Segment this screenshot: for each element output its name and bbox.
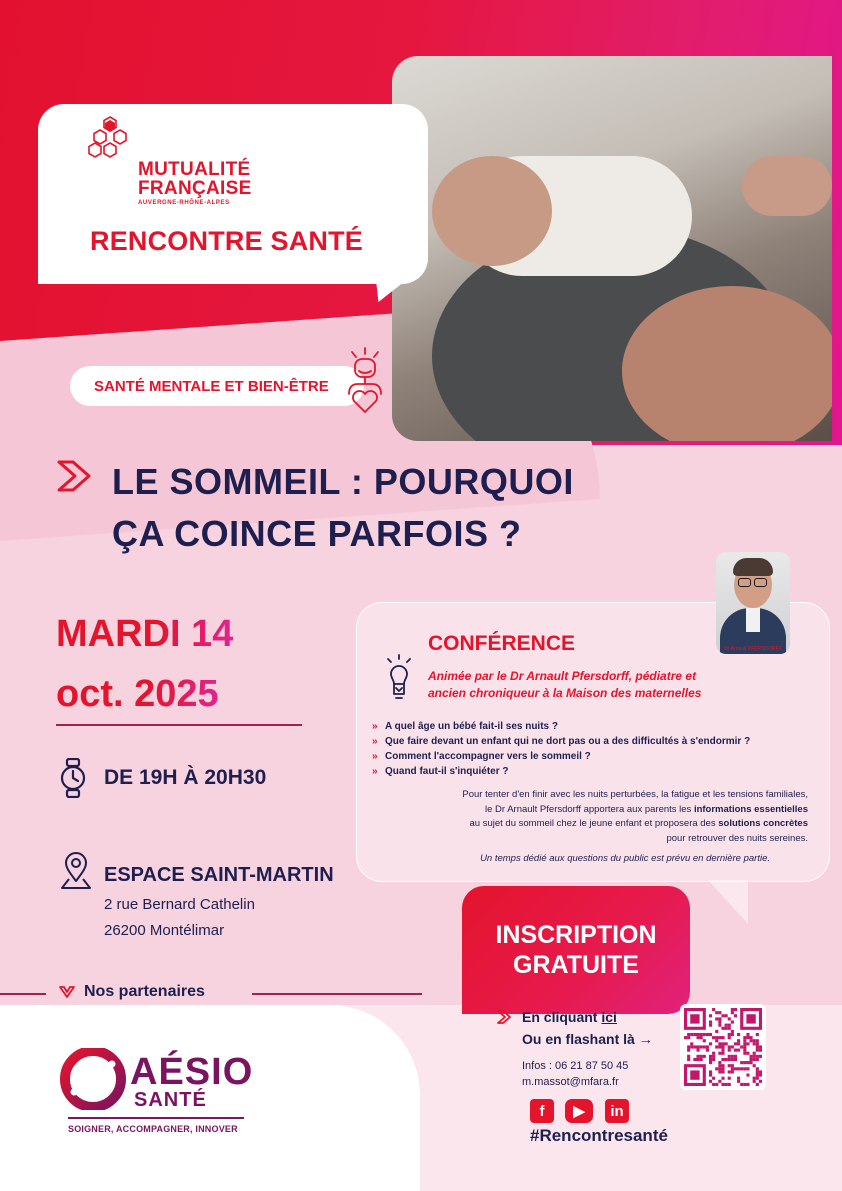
youtube-icon[interactable]: ▶ [565,1099,593,1123]
question-list [372,719,750,779]
chevron-right-icon [496,1010,512,1024]
doctor-photo [716,552,790,654]
contact-phone: Infos : 06 21 87 50 45 [522,1060,629,1072]
facebook-icon[interactable]: f [530,1099,554,1123]
logo-card [38,104,428,284]
conference-bubble-tail [708,880,748,924]
qr-code-icon [684,1008,762,1086]
mutualite-logo-icon [88,116,140,160]
theme-pill [70,366,364,406]
aesio-divider [68,1117,244,1119]
description-line3 [372,817,808,832]
venue-city: 26200 Montélimar [104,922,225,939]
description-highlight: informations essentielles [693,803,808,815]
partners-label: Nos partenaires [84,983,205,1000]
registration-click-text [522,1009,617,1025]
aesio-tagline: SOIGNER, ACCOMPAGNER, INNOVER [68,1124,238,1134]
conference-subtitle-line2: ancien chroniqueur à la Maison des maternelles [428,686,702,700]
page-title [112,456,752,560]
venue-street: 2 rue Bernard Cathelin [104,896,255,913]
description-text: le Dr Arnault Pfersdorff apportera aux parents les [485,803,694,815]
partners-divider-right [252,993,422,995]
aesio-logo-icon [60,1048,126,1110]
description-line1: Pour tenter d'en finir avec les nuits perturbées, la fatigue et les tensions familiales, [462,789,808,800]
registration-line2: GRATUITE [513,951,639,979]
event-time: DE 19H À 20H30 [104,766,267,789]
contact-email[interactable]: m.massot@mfara.fr [522,1076,619,1088]
lightbulb-icon [384,654,414,700]
title-line2: ÇA COINCE PARFOIS ? [112,513,522,554]
registration-badge [462,886,690,1014]
event-date-month-year: oct. 2025 [56,673,219,715]
list-item: » Quand faut-il s'inquiéter ? [372,764,750,779]
linkedin-icon[interactable]: in [605,1099,629,1123]
registration-line1: INSCRIPTION [495,921,657,949]
qr-code[interactable] [680,1004,766,1090]
event-date-day: MARDI 14 [56,613,234,655]
list-item: » Que faire devant un enfant qui ne dort pas ou a des difficultés à s'endormir ? [372,734,750,749]
partners-divider-left [0,993,46,995]
date-divider [56,724,302,726]
aesio-brand-line1: AÉSIO [130,1051,254,1093]
venue-name: ESPACE SAINT-MARTIN [104,864,334,886]
chevron-down-icon [58,984,76,1000]
brand-region: AUVERGNE-RHÔNE-ALPES [138,200,230,206]
description-text: au sujet du sommeil chez le jeune enfant et proposera des [469,818,719,829]
registration-link[interactable]: ici [601,1009,617,1025]
title-chevron-icon [55,459,95,493]
location-pin-icon [60,852,92,890]
hero-photo [392,56,832,441]
theme-label: SANTÉ MENTALE ET BIEN-ÊTRE [94,377,329,395]
doctor-caption: Dr Arnault PFERSDORFF [724,646,782,652]
registration-scan-text: Ou en flashant là → [522,1031,653,1047]
click-prefix: En cliquant [522,1009,602,1025]
conference-subtitle-line1: Animée par le Dr Arnault Pfersdorff, pédiatre et [428,669,697,683]
brand-name-line1: MUTUALITÉ [138,159,251,180]
list-item: » A quel âge un bébé fait-il ses nuits ? [372,719,750,734]
event-type: RENCONTRE SANTÉ [90,226,364,256]
mind-heart-icon [344,346,386,418]
description-highlight: solutions concrètes [718,818,808,829]
aesio-brand-line2: SANTÉ [134,1089,207,1111]
hashtag: #Rencontresanté [530,1126,668,1145]
description-line2 [372,803,808,818]
conference-description [372,788,808,846]
conference-title: CONFÉRENCE [428,632,576,655]
brand-name-line2: FRANÇAISE [138,178,252,199]
watch-icon [58,758,88,798]
description-line4: pour retrouver des nuits sereines. [666,832,808,844]
list-item: » Comment l'accompagner vers le sommeil ? [372,749,750,764]
conference-note: Un temps dédié aux questions du public est prévu en dernière partie. [480,853,770,864]
title-line1: LE SOMMEIL : POURQUOI [112,461,574,502]
